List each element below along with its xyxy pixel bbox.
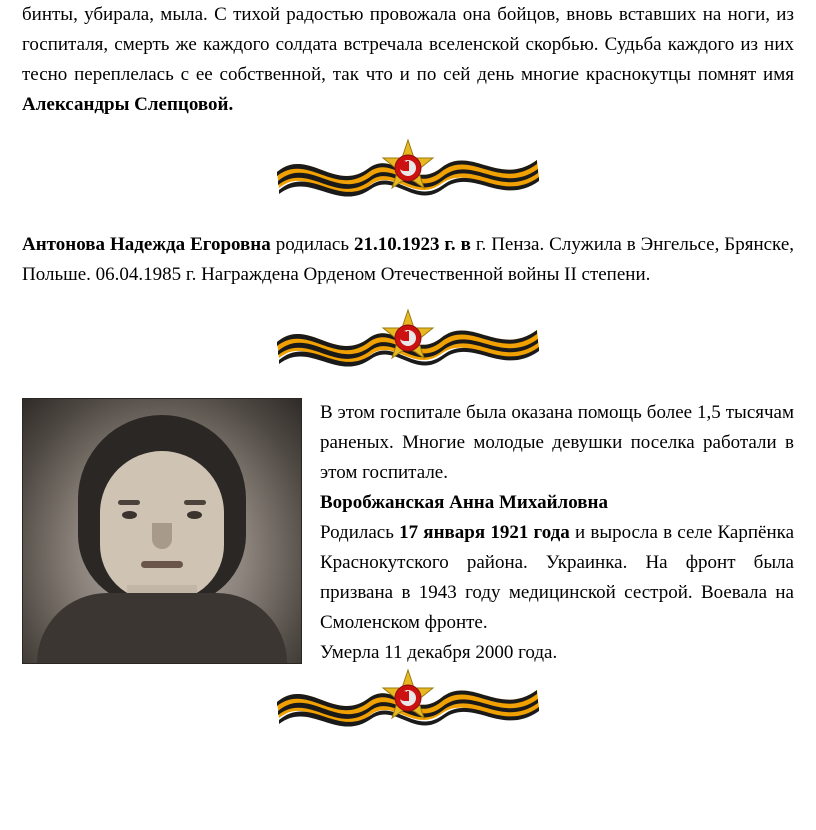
hospital-paragraph: В этом госпитале была оказана помощь более 1,5 тысячам раненых. Многие молодые девушки поселка работали в этом госпитале. xyxy=(320,402,794,483)
photo-shoulders xyxy=(37,593,287,663)
photo-nose xyxy=(152,523,172,549)
st-george-ribbon-icon xyxy=(273,668,543,740)
photo-mouth xyxy=(141,561,183,568)
antonova-paragraph xyxy=(22,230,794,290)
st-george-ribbon-icon xyxy=(273,138,543,210)
death-paragraph: Умерла 11 декабря 2000 года. xyxy=(320,642,558,663)
intro-bold-name: Александры Слепцовой. xyxy=(22,94,234,115)
born-date: 17 января 1921 года xyxy=(399,522,570,543)
born-prefix: Родилась xyxy=(320,522,400,543)
intro-paragraph xyxy=(22,0,794,120)
portrait-photograph xyxy=(22,398,302,664)
intro-text: бинты, убирала, мыла. С тихой радостью провожала она бойцов, вновь вставших на ноги, из госпиталя, смерть же каждого солдата встречала вселенской скорбью. Судьба каждого из них тесно переплелась с ее собственной, так что и по сей день многие краснокутцы помнят имя xyxy=(22,4,794,85)
photo-brow-right xyxy=(184,500,206,505)
vorobzhanskaya-name: Воробжанская Анна Михайловна xyxy=(320,492,608,513)
vorobzhanskaya-bio xyxy=(320,518,794,638)
ribbon-ornament-2 xyxy=(22,308,794,380)
photo-side-text xyxy=(320,398,794,668)
ribbon-ornament-3 xyxy=(22,668,794,740)
spacer-4 xyxy=(22,380,794,398)
st-george-ribbon-icon xyxy=(273,308,543,380)
born-rest: и выросла в селе Карпёнка Краснокутского района. Украинка. На фронт была призвана в 1943 году медицинской сестрой. Воевала на Смоленском фронте. xyxy=(320,522,794,633)
spacer-2 xyxy=(22,210,794,230)
spacer-3 xyxy=(22,290,794,308)
photo-eye-left xyxy=(122,511,137,519)
antonova-text-2: г. Пенза. Служила в Энгельсе, Брянске, Польше. 06.04.1985 г. Награждена Орденом Отечественной войны II степени. xyxy=(22,234,795,285)
ribbon-ornament-1 xyxy=(22,138,794,210)
spacer-1 xyxy=(22,120,794,138)
antonova-text-1: родилась xyxy=(270,234,354,255)
antonova-name: Антонова Надежда Егоровна xyxy=(22,234,271,255)
photo-text-block xyxy=(22,398,794,668)
antonova-birthdate: 21.10.1923 г. в xyxy=(353,234,471,255)
photo-eye-right xyxy=(187,511,202,519)
photo-brow-left xyxy=(118,500,140,505)
